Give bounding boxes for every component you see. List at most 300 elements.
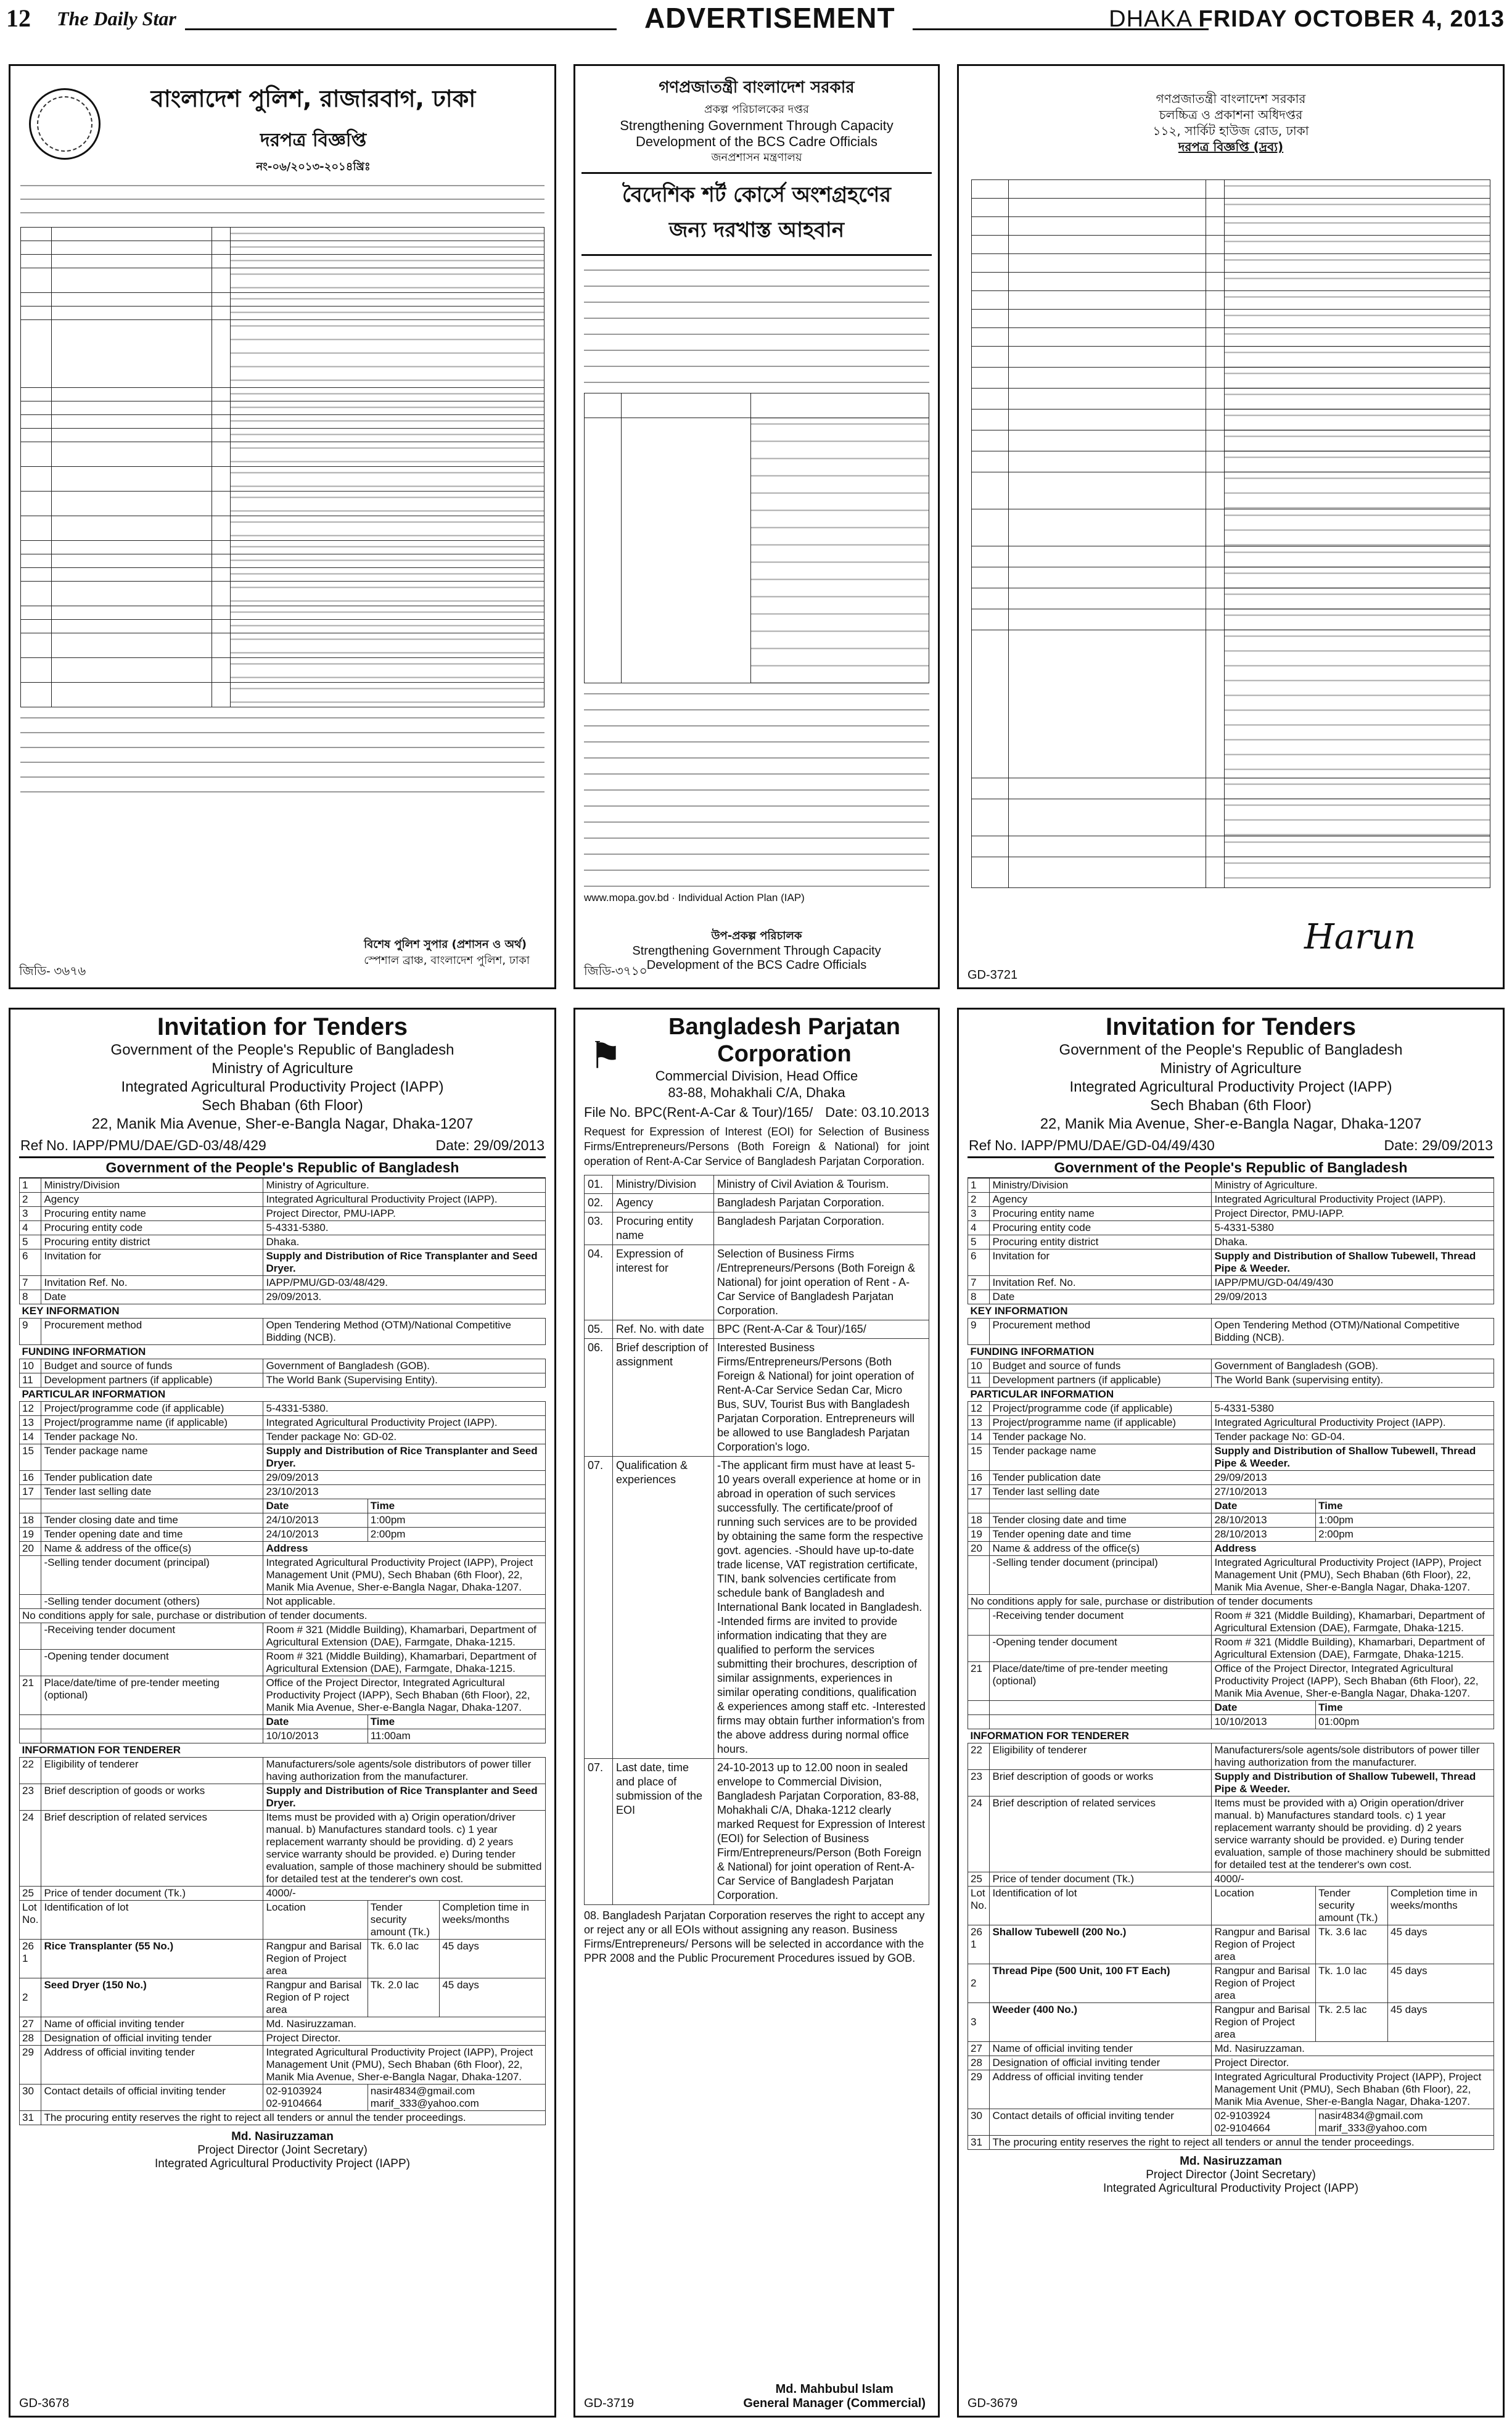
ad3-table-cell [972,254,1009,273]
ad3-table-row [972,799,1490,836]
ad1-table-cell [212,320,231,388]
ad3-dept: চলচ্চিত্র ও প্রকাশনা অধিদপ্তর [1159,107,1303,122]
row-value: The procuring entity reserves the right to reject all tenders or annul the tender proceedings. [990,2136,1494,2150]
lot-id-header: Identification of lot [990,1887,1212,1925]
ad1-table-cell [21,320,52,388]
row-label: Brief description of related services [990,1796,1212,1872]
lot-id-header: Identification of lot [41,1901,263,1940]
row-value: Project Director. [1212,2056,1494,2070]
ad3-table-cell [1225,291,1490,310]
ad3-table-cell [1225,509,1490,546]
ad3-table-cell [1009,836,1206,857]
row-value: 4000/- [263,1887,546,1901]
ad3-table-cell [1009,857,1206,888]
row-date: 28/10/2013 [1212,1513,1316,1528]
row-label: Address of official inviting tender [41,2046,263,2085]
ad3-table-row [972,291,1490,310]
ad1-table-row [21,683,544,707]
ad1-table-cell [21,582,52,606]
ad6-table-row [968,1290,1494,1304]
ad4-table [19,1178,546,2125]
ad1-subtitle: দরপত্র বিজ্ঞপ্তি [260,130,367,151]
ad1-table-cell [21,415,52,429]
row-value: Tender package No: GD-04. [1212,1430,1494,1444]
ad1-table-row [21,442,544,467]
ad3-table-cell [1009,389,1206,410]
contact-emails [368,2085,545,2111]
ad4-table-row [20,1193,546,1207]
lot-number: 2 [971,1977,977,1989]
row-label: Tender last selling date [41,1485,263,1499]
ad1-table-cell [231,268,544,293]
row-value: Room # 321 (Middle Building), Khamarbari, Department of Agricultural Extension (DAE), Farmgate, Dhaka-1215. [263,1623,546,1650]
row-label: Place/date/time of pre-tender meeting (optional) [990,1662,1212,1701]
ad3-table-cell [972,509,1009,546]
row-label: Procuring entity code [990,1221,1212,1235]
ad3-table-cell [972,328,1009,347]
ad4-table-row [20,1359,546,1373]
ad1-table-row [21,320,544,388]
row-time: 2:00pm [368,1528,545,1542]
time-header: Time [368,1715,545,1729]
contact-phone: 02-9104664 [266,2097,323,2109]
ad1-table-cell [231,442,544,467]
row-label: -Opening tender document [990,1636,1212,1662]
row-number: 22 [968,1743,990,1770]
ad4-date: Date: 29/09/2013 [435,1137,544,1153]
ad3-table-cell [1206,328,1225,347]
row-value: Project Director, PMU-IAPP. [263,1207,546,1221]
row-number: 7 [20,1276,41,1290]
ad4-ref-row [10,1134,554,1156]
ad5-date: Date: 03.10.2013 [825,1105,929,1120]
lot-identification: Weeder (400 No.) [990,2003,1212,2042]
row-date: 28/10/2013 [1212,1528,1316,1542]
row-number: 19 [20,1528,41,1542]
ad1-table-cell [231,307,544,320]
ad4-table-row [20,2017,546,2031]
ad6-ref-row [959,1134,1503,1156]
ad1-table-row [21,554,544,568]
ad4-header [10,1041,554,1134]
ad1-title: বাংলাদেশ পুলিশ, রাজারবাগ, ঢাকা [150,85,476,112]
section-title: INFORMATION FOR TENDERER [20,1743,546,1758]
ad4-date-time-header [20,1499,546,1513]
ad1-table-cell [21,606,52,620]
row-number [20,1978,41,2017]
row-value: Ministry of Civil Aviation & Tourism. [714,1175,929,1194]
lot-no-header: Lot No. [968,1887,990,1925]
row-value: Ministry of Agriculture. [263,1179,546,1193]
ad6-table-row [968,1595,1494,1609]
row-time: 1:00pm [1316,1513,1494,1528]
row-number: 13 [968,1416,990,1430]
lot-location: Rangpur and Barisal Region of P roject area [263,1978,368,2017]
row-label: Expression of interest for [613,1245,714,1320]
row-label: Procurement method [990,1319,1212,1345]
row-time: 2:00pm [1316,1528,1494,1542]
section-title: INFORMATION FOR TENDERER [968,1729,1494,1743]
row-number: 31 [20,2111,41,2125]
lot-identification: Seed Dryer (150 No.) [41,1978,263,2017]
ad5-file-row [575,1101,938,1124]
row-number: 6 [20,1249,41,1276]
row-value: 5-4331-5380. [263,1402,546,1416]
ad3-table-cell [972,588,1009,609]
row-value: Selection of Business Firms /Entrepreneurs/Persons (Both Foreign & National) for joint operation of Rent - A-Car Service of Bangladesh Parjatan Corporation. [714,1245,929,1320]
ad3-table-row [972,199,1490,217]
ad1-table-cell [212,268,231,293]
row-label [990,1715,1212,1729]
ad4-table-row [20,2031,546,2046]
ad6-table-row [968,1193,1494,1207]
row-number: 6 [968,1249,990,1276]
ad3-table-row [972,217,1490,236]
lot-completion: 45 days [440,1940,546,1978]
ad3-table-cell [1009,328,1206,347]
ad1-table-cell [231,554,544,568]
row-label: -Selling tender document (principal) [41,1556,263,1595]
ad3-table-cell [972,857,1009,888]
ad1-table-cell [212,228,231,241]
ad3-table-row [972,836,1490,857]
ad1-table-row [21,293,544,307]
ad1-table-cell [21,268,52,293]
ad1-table-cell [231,293,544,307]
ad4-table-row [20,1609,546,1623]
row-value: Room # 321 (Middle Building), Khamarbari, Department of Agricultural Extension (DAE), Farmgate, Dhaka-1215. [1212,1636,1494,1662]
row-value: Bangladesh Parjatan Corporation. [714,1194,929,1212]
row-value: Bangladesh Parjatan Corporation. [714,1212,929,1245]
ad6-gd: GD-3679 [968,2397,1018,2410]
ad1-table-cell [212,429,231,442]
ad6-section-header [968,1304,1494,1319]
row-value: 4000/- [1212,1872,1494,1887]
ad6-sign-name: Md. Nasiruzzaman [1180,2155,1282,2168]
row-value: Interested Business Firms/Entrepreneurs/Persons (Both Foreign & National) for joint operation of Rent-A-Car Service Sedan Car, Micro Bus, SUV, Tourist Bus with Bangladesh Parjatan Corporation. Entrepreneurs will be allowed to use Bangladesh Parjatan Corporation's logo. [714,1339,929,1457]
row-label: Tender package No. [990,1430,1212,1444]
row-value: 24-10-2013 up to 12.00 noon in sealed envelope to Commercial Division, Bangladesh Parjatan Corporation, 83-88, Mohakhali C/A, Dhaka-1212 clearly marked Request for Expression of Interest (EOI) for Selection of Business Firm/Entrepreneurs/Person (Both Foreign & National) for joint operation of Rent-A-Car Service of Bangladesh Parjatan Corporation. [714,1759,929,1905]
ad2-headline-box [581,172,932,256]
row-number: 29 [968,2070,990,2109]
row-value: 29/09/2013. [263,1290,546,1304]
row-label: Qualification & experiences [613,1457,714,1759]
ad2-iap: Individual Action Plan (IAP) [678,892,805,903]
ad3-table-cell [1225,630,1490,778]
row-value: Integrated Agricultural Productivity Project (IAPP). [1212,1416,1494,1430]
ad3-table-row [972,310,1490,328]
ad4-table-row [20,2111,546,2125]
ad5-table-row [585,1759,929,1905]
row-label: -Selling tender document (others) [41,1595,263,1609]
row-number: 24 [968,1796,990,1872]
row-label: Eligibility of tenderer [990,1743,1212,1770]
row-value: Government of Bangladesh (GOB). [263,1359,546,1373]
row-value: Items must be provided with a) Origin operation/driver manual. b) Manufactures standard tools. c) 1 year replacement warranty should be providing. d) 2 years service warranty should be provided. e) During tender evaluation, sample of those machinery should be submitted for detailed test at the tenderer's own cost. [1212,1796,1494,1872]
row-value: -The applicant firm must have at least 5-10 years overall experience at home or in abroad in operation of such services successfully. The certificate/proof of running such services are to be provided by obtaining the same form the respective govt. agencies. -Should have up-to-date trade license, VAT registration certificate, TIN, bank solvencies certificate from schedule bank of Bangladesh and International Bank located in Bangladesh. -Intended firms are invited to provide information indicating that they are qualified to perform the services submitting their brochures, description of similar assignments, experiences in similar operating conditions, qualification & experiences among staff etc. -Interested firms may obtain further information's from the above address during normal office hours. [714,1457,929,1759]
ad5-table-row [585,1194,929,1212]
ad3-table-row [972,546,1490,567]
ad1-table-row [21,582,544,606]
date-header: Date [1212,1499,1316,1513]
ad1-table-cell [212,492,231,516]
ad4-table-row [20,1444,546,1471]
ad3-table-cell [972,546,1009,567]
ad4-table-row [20,1811,546,1887]
ad4-table-row [20,1179,546,1193]
ad1-table-cell [52,683,212,707]
lot-identification: Thread Pipe (500 Unit, 100 FT Each) [990,1964,1212,2003]
ad1-table-cell [21,401,52,415]
ad1-table-cell [52,388,212,401]
ad1-table-cell [21,255,52,268]
row-value: Integrated Agricultural Productivity Project (IAPP), Project Management Unit (PMU), Sech Bhaban (6th Floor), 22, Manik Mia Avenue, Sher-e-Bangla Nagar, Dhaka-1207. [263,1556,546,1595]
ad3-table-cell [1206,609,1225,630]
ad1-table-row [21,467,544,492]
ad3-table-cell [972,180,1009,199]
ad1-table-cell [21,541,52,554]
lot-location-header: Location [1212,1887,1316,1925]
row-label [41,1729,263,1743]
ad1-table-row [21,568,544,582]
row-label: Place/date/time of pre-tender meeting (optional) [41,1676,263,1715]
ad4-table-row [20,1485,546,1499]
row-number: 07. [585,1457,613,1759]
ad5-gd: GD-3719 [584,2397,635,2410]
ad3-table-cell [1206,451,1225,472]
row-number: 16 [968,1471,990,1485]
ad5-sign-role: General Manager (Commercial) [743,2397,926,2410]
ad3-table-row [972,273,1490,291]
row-label: Tender package name [41,1444,263,1471]
contact-phones [263,2085,368,2111]
ad3-table-cell [1225,588,1490,609]
row-value: Open Tendering Method (OTM)/National Competitive Bidding (NCB). [263,1319,546,1345]
ad4-lot-row [20,1940,546,1978]
ad6-title: Invitation for Tenders [1106,1013,1356,1040]
row-label: Designation of official inviting tender [990,2056,1212,2070]
row-value: Integrated Agricultural Productivity Project (IAPP), Project Management Unit (PMU), Sech Bhaban (6th Floor), 22, Manik Mia Avenue, Sher-e-Bangla Nagar, Dhaka-1207. [263,2046,546,2085]
row-label: Invitation Ref. No. [41,1276,263,1290]
row-number: 19 [968,1528,990,1542]
row-time: 11:00am [368,1729,545,1743]
ad2-headline2: জন্য দরখাস্ত আহবান [668,218,845,242]
ad3-table-cell [1225,451,1490,472]
ad6-table-row [968,1556,1494,1595]
row-label: Ref. No. with date [613,1320,714,1339]
section-title: PARTICULAR INFORMATION [968,1388,1494,1402]
section-title: KEY INFORMATION [968,1304,1494,1319]
ad1-table-cell [21,492,52,516]
row-label: Project/programme code (if applicable) [990,1402,1212,1416]
row-label: Development partners (if applicable) [990,1373,1212,1388]
ad3-table-cell [1009,430,1206,451]
no-conditions-note: No conditions apply for sale, purchase or distribution of tender documents. [20,1609,546,1623]
ad4-table-row [20,1650,546,1676]
row-time: 1:00pm [368,1513,545,1528]
row-label: Ministry/Division [990,1179,1212,1193]
row-label: Tender package name [990,1444,1212,1471]
row-number: 05. [585,1320,613,1339]
time-header: Time [1316,1499,1494,1513]
time-header: Time [1316,1701,1494,1715]
ad2-inline-english: www.mopa.gov.bd · Individual Action Plan (IAP) [584,892,805,903]
row-label: Invitation Ref. No. [990,1276,1212,1290]
row-number: 04. [585,1245,613,1320]
ad3-table-cell [972,451,1009,472]
no-conditions-note: No conditions apply for sale, purchase or distribution of tender documents [968,1595,1494,1609]
ad3-table-cell [1206,630,1225,778]
ad6-section-header [968,1345,1494,1359]
row-label: Invitation for [41,1249,263,1276]
ad3-table-cell [1225,236,1490,254]
row-number: 12 [968,1402,990,1416]
date-header: Date [263,1715,368,1729]
row-number [968,1925,990,1964]
row-number: 10 [20,1359,41,1373]
ad1-table-row [21,516,544,541]
ad1-notes [20,714,544,800]
row-value: 29/09/2013 [263,1471,546,1485]
section-title: FUNDING INFORMATION [968,1345,1494,1359]
ad1-sign-title: বিশেষ পুলিশ সুপার (প্রশাসন ও অর্থ) [364,938,527,951]
ad3-table-cell [1009,630,1206,778]
ad3-table-cell [1206,509,1225,546]
ad1-table-cell [52,268,212,293]
ad6-table [968,1178,1494,2150]
row-number [968,1715,990,1729]
ad4-table-row [20,1676,546,1715]
row-number: 3 [20,1207,41,1221]
row-label: Tender closing date and time [990,1513,1212,1528]
row-number: 15 [20,1444,41,1471]
row-label: Address of official inviting tender [990,2070,1212,2109]
row-label: Price of tender document (Tk.) [41,1887,263,1901]
ad4-sign-name: Md. Nasiruzzaman [231,2130,334,2143]
row-label: Development partners (if applicable) [41,1373,263,1388]
row-value: Dhaka. [1212,1235,1494,1249]
row-label: Brief description of goods or works [990,1770,1212,1796]
ad3-table-cell [972,567,1009,588]
row-label: Tender closing date and time [41,1513,263,1528]
section-title: KEY INFORMATION [20,1304,546,1319]
ad6-table-row [968,1319,1494,1345]
ad3-table-cell [1225,609,1490,630]
ad4-table-row [20,1513,546,1528]
ad4-table-row [20,1416,546,1430]
row-number [968,1609,990,1636]
row-number: 22 [20,1758,41,1784]
ad1-table-cell [231,568,544,582]
ad3-table-row [972,410,1490,430]
ad6-table-row [968,2070,1494,2109]
row-number: 12 [20,1402,41,1416]
row-value: Integrated Agricultural Productivity Project (IAPP). [1212,1193,1494,1207]
ad3-table-cell [1225,778,1490,799]
row-label: Brief description of assignment [613,1339,714,1457]
lot-completion: 45 days [440,1978,546,2017]
row-number: 27 [20,2017,41,2031]
ad3-table-cell [1225,199,1490,217]
row-number [20,1499,41,1513]
row-label: Tender last selling date [990,1485,1212,1499]
row-number [968,2003,990,2042]
lot-completion: 45 days [1388,2003,1494,2042]
row-number: 10 [968,1359,990,1373]
row-label: Contact details of official inviting tender [41,2085,263,2111]
row-value: Md. Nasiruzzaman. [1212,2042,1494,2056]
ad1-table-cell [212,516,231,541]
ad3-table-cell [972,472,1009,509]
row-value: Supply and Distribution of Rice Transplanter and Seed Dryer. [263,1249,546,1276]
parjatan-logo-icon: ⚑ [589,1034,622,1077]
ad2-project2: Development of the BCS Cadre Officials [635,134,878,149]
row-number: 3 [968,1207,990,1221]
lot-completion: 45 days [1388,1925,1494,1964]
lot-location: Rangpur and Barisal Region of Project area [1212,2003,1316,2042]
ad1-table-row [21,241,544,255]
section-title: PARTICULAR INFORMATION [20,1388,546,1402]
row-label: Brief description of related services [41,1811,263,1887]
ad6-table-row [968,1485,1494,1499]
ad1-table-cell [52,582,212,606]
ad1-table-cell [52,554,212,568]
lot-completion-header: Completion time in weeks/months [440,1901,546,1940]
ad3-table-row [972,630,1490,778]
lot-number: 3 [971,2016,977,2028]
ad4-table-row [20,2046,546,2085]
row-number [20,1556,41,1595]
ad6-date-time-header [968,1499,1494,1513]
row-number: 2 [968,1193,990,1207]
ad1-table-cell [231,388,544,401]
row-label: Procuring entity name [41,1207,263,1221]
row-number [968,1499,990,1513]
row-number: 5 [968,1235,990,1249]
ad5-address: 83-88, Mohakhali C/A, Dhaka [668,1085,845,1100]
ad1-table-row [21,633,544,658]
row-number: 31 [968,2136,990,2150]
row-label [41,1715,263,1729]
row-label [990,1499,1212,1513]
ad1-table-row [21,415,544,429]
row-label: Procuring entity name [990,1207,1212,1221]
ad3-table-cell [1009,509,1206,546]
row-label: Agency [990,1193,1212,1207]
ad1-table-cell [21,467,52,492]
ad6-table-row [968,2109,1494,2136]
row-number: 20 [20,1542,41,1556]
ad4-table-row [20,1221,546,1235]
row-label: Ministry/Division [41,1179,263,1193]
ad1-table-cell [21,429,52,442]
row-value: BPC (Rent-A-Car & Tour)/165/ [714,1320,929,1339]
ad1-table-cell [52,620,212,633]
ad4-table-row [20,1319,546,1345]
ad5-footer: 08. Bangladesh Parjatan Corporation reserves the right to accept any or reject any or all EOIs without assigning any reason. Business Firms/Entrepreneurs/ Persons will be selected in accordance with the PPR 2008 and the Public Procurement Procedures issued by GOB. [584,1909,925,1964]
ad1-table-cell [231,255,544,268]
row-number: 07. [585,1759,613,1905]
row-number: 11 [968,1373,990,1388]
masthead [0,0,1512,39]
ad2-project1: Strengthening Government Through Capacity [620,118,894,133]
ad3-table-cell [1225,180,1490,199]
ad3-table-cell [1009,472,1206,509]
ad3-subtitle: দরপত্র বিজ্ঞপ্তি (দ্রব্য) [1178,139,1284,154]
ad1-table-cell [21,658,52,683]
ad1-table-cell [52,467,212,492]
ad3-table-cell [1225,254,1490,273]
